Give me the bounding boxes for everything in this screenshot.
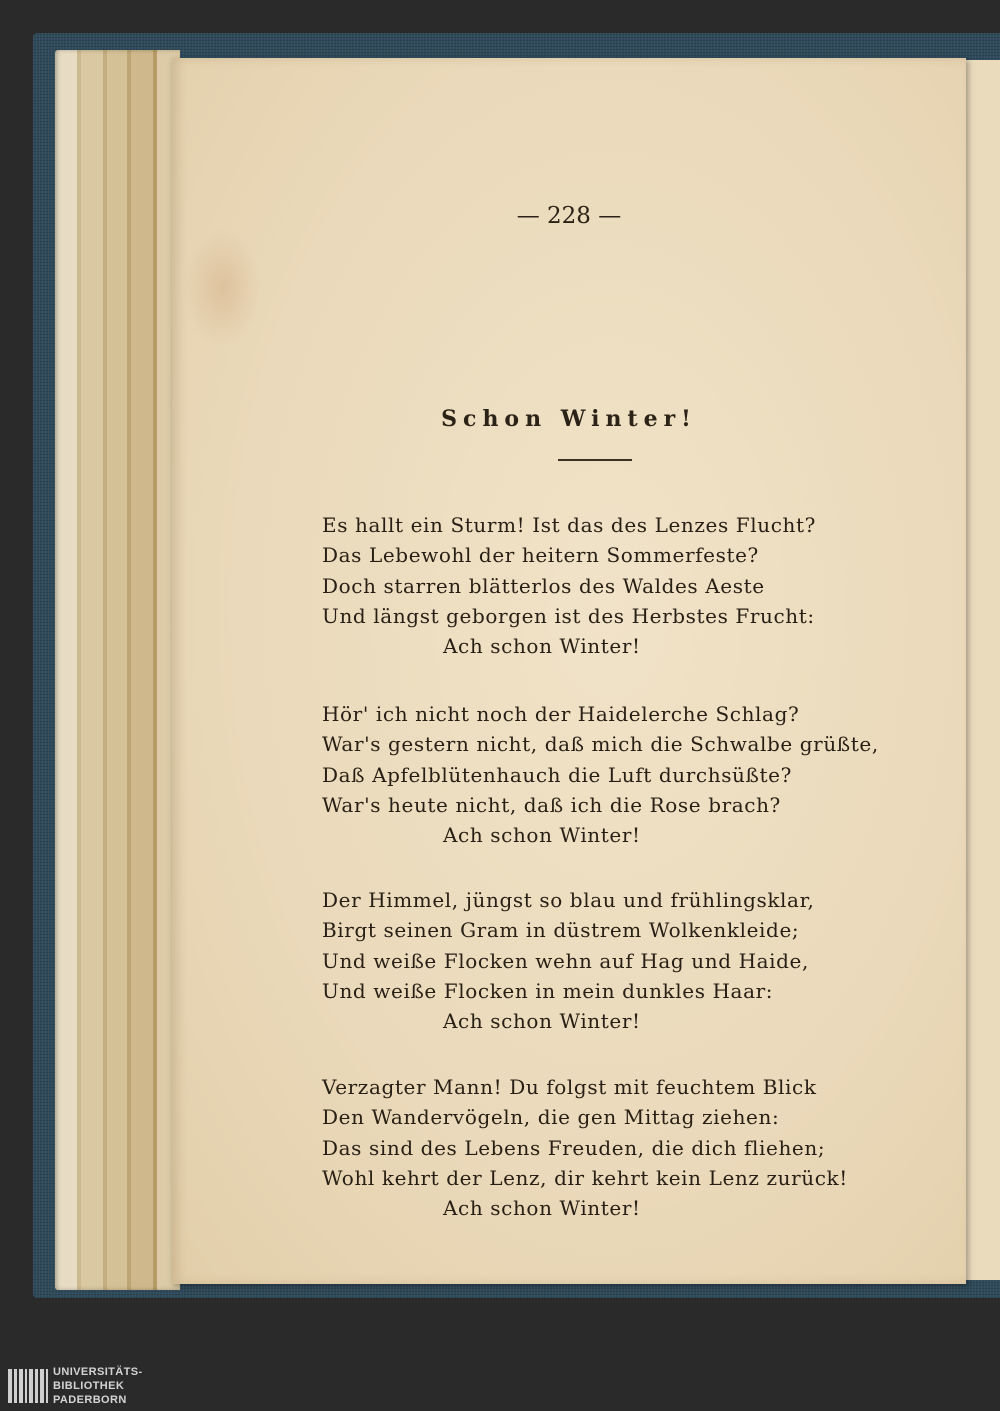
library-footer [0,1361,1000,1411]
poem-line: Und weiße Flocken in mein dunkles Haar: [322,978,774,1003]
poem-refrain: Ach schon Winter! [443,1196,641,1221]
poem-line: Und längst geborgen ist des Herbstes Frucht: [322,603,815,628]
poem-title: Schon Winter! [441,406,697,432]
page-edges [55,50,180,1290]
poem-line: Das sind des Lebens Freuden, die dich fliehen; [322,1135,826,1160]
poem-refrain: Ach schon Winter! [443,823,641,848]
poem-line: War's heute nicht, daß ich die Rose brach? [322,792,781,817]
stanza-1 [322,510,882,661]
next-page-edge [962,60,1000,1280]
poem-line: Das Lebewohl der heitern Sommerfeste? [322,543,759,568]
poem-line: Birgt seinen Gram in düstrem Wolkenkleide; [322,918,800,943]
paper-stain [184,228,262,348]
poem-line: Daß Apfelblütenhauch die Luft durchsüßte? [322,762,792,787]
library-name [53,1365,143,1407]
library-name-line3: PADERBORN [53,1394,127,1406]
poem-line: Doch starren blätterlos des Waldes Aeste [322,573,765,598]
library-name-line1: UNIVERSITÄTS- [53,1366,143,1378]
poem-line: Verzagter Mann! Du folgst mit feuchtem Blick [322,1075,817,1099]
poem-refrain: Ach schon Winter! [443,1009,641,1034]
title-rule [558,459,632,461]
library-name-line2: BIBLIOTHEK [53,1380,125,1392]
poem-line: Wohl kehrt der Lenz, dir kehrt kein Lenz zurück! [322,1165,848,1190]
library-logo-icon [8,1369,48,1403]
poem-refrain: Ach schon Winter! [443,634,641,659]
poem-line: Den Wandervögeln, die gen Mittag ziehen: [322,1105,780,1130]
stanza-2 [322,699,882,850]
poem-line: Es hallt ein Sturm! Ist das des Lenzes Flucht? [322,513,816,537]
poem-line: Und weiße Flocken wehn auf Hag und Haide, [322,948,809,973]
book-page [172,58,966,1284]
poem-line: War's gestern nicht, daß mich die Schwalbe grüßte, [322,732,879,757]
stanza-3 [322,885,882,1036]
stanza-4 [322,1072,882,1223]
page-number: — 228 — [516,203,622,229]
poem-line: Der Himmel, jüngst so blau und frühlingsklar, [322,888,815,912]
poem-line: Hör' ich nicht noch der Haidelerche Schlag? [322,702,800,726]
